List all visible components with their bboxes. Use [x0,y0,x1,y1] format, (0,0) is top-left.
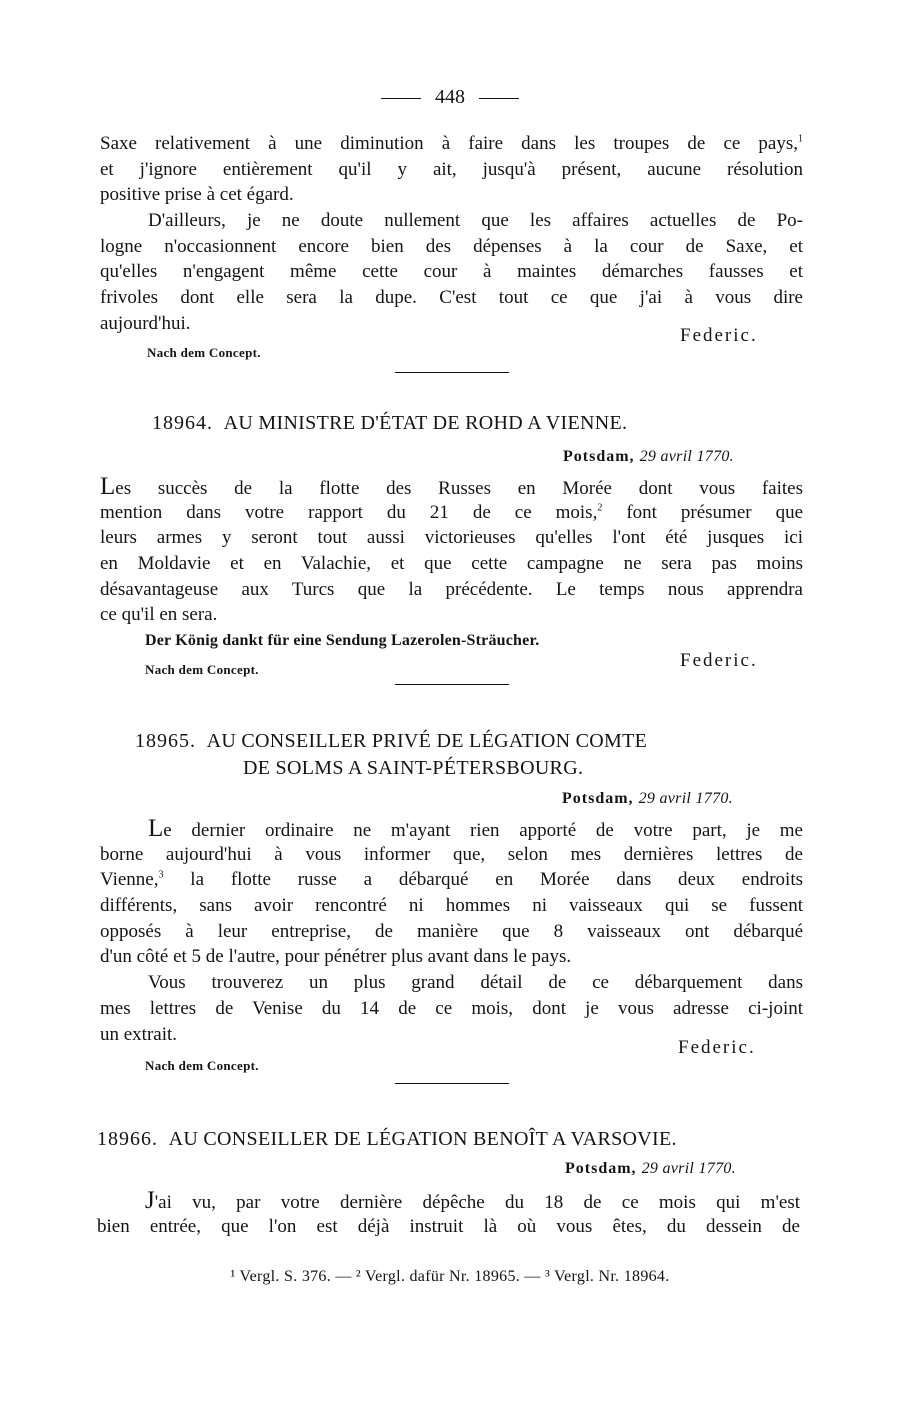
initial-letter: J [145,1187,155,1214]
letter-heading [152,412,627,435]
page-number: 448 [435,86,465,108]
letter-date: 29 avril 1770. [641,1160,736,1177]
letter-heading-line2: DE SOLMS A SAINT-PÉTERSBOURG. [243,757,584,779]
text-line: ce qu'il en sera. [100,604,218,626]
source-note: Nach dem Concept. [147,345,261,360]
page-header [0,84,900,110]
text-line: Les succès de la flotte des Russes en Morée dont vous faites [100,473,803,500]
signature: Federic. [680,650,758,671]
letter-number: 18964. [152,412,213,434]
letter-title: AU MINISTRE D'ÉTAT DE ROHD A VIENNE. [223,412,628,434]
text-line: aujourd'hui. [100,312,191,334]
source-note: Nach dem Concept. [145,1058,259,1073]
section-divider [395,372,509,373]
letter-title: AU CONSEILLER DE LÉGATION BENOÎT A VARSOVIE. [168,1128,677,1150]
letter-body [100,474,803,628]
text-line: un extrait. [100,1023,178,1045]
letter-place: Potsdam, [563,448,635,465]
text-line: D'ailleurs, je ne doute nullement que les affaires actuelles de Po- [148,210,803,232]
text-line: borne aujourd'hui à vous informer que, selon mes dernières lettres de [100,843,803,865]
footnote-marker: 1 [798,133,803,145]
header-dash-left [381,98,421,99]
text-line: d'un côté et 5 de l'autre, pour pénétrer plus avant dans le pays. [100,946,572,968]
letter-title: AU CONSEILLER PRIVÉ DE LÉGATION COMTE [206,730,648,752]
letter-body [97,1188,800,1239]
continuation-text [100,131,803,337]
letter-dateline [563,448,734,466]
text-line: Vienne,$^3$ la flotte russe a débarqué en Morée dans deux endroits [100,869,803,891]
letter-dateline [565,1160,736,1178]
text-line: différents, sans avoir rencontré ni hommes ni vaisseaux qui se fussent [100,895,803,917]
text-line: en Moldavie et en Valachie, et que cette campagne ne sera pas moins [100,553,803,575]
text-line: Saxe relativement à une diminution à faire dans les troupes de ce pays,$^1$ [100,133,803,154]
source-note: Nach dem Concept. [145,662,259,677]
section-divider [395,1083,509,1084]
letter-number: 18965. [135,730,196,752]
text-line: frivoles dont elle sera la dupe. C'est tout ce que j'ai à vous dire [100,287,803,309]
text-line: J'ai vu, par votre dernière dépêche du 18 de ce mois qui m'est [145,1187,800,1214]
letter-dateline [562,790,733,808]
letter-place: Potsdam, [562,790,634,807]
text-line: positive prise à cet égard. [100,184,294,206]
text-line: leurs armes y seront tout aussi victorieuses qu'elles l'ont été jusques ici [100,527,803,549]
text-line: Le dernier ordinaire ne m'ayant rien apporté de votre part, je me [148,815,803,842]
text-line: mes lettres de Venise du 14 de ce mois, dont je vous adresse ci-joint [100,997,803,1019]
text-line: logne n'occasionnent encore bien des dépenses à la cour de Saxe, et [100,235,803,257]
footnotes: ¹ Vergl. S. 376. — ² Vergl. dafür Nr. 18965. — ³ Vergl. Nr. 18964. [230,1268,670,1285]
text-line: mention dans votre rapport du 21 de ce mois,$^2$ font présumer que [100,501,803,523]
letter-body [100,816,803,1047]
letter-heading [97,1128,677,1151]
letter-heading [135,730,647,753]
editor-note: Der König dankt für eine Sendung Lazerolen-Sträucher. [145,632,540,649]
footnote-marker: 2 [597,502,603,514]
text-line: désavantageuse aux Turcs que la précédente. Le temps nous apprendra [100,578,803,600]
signature: Federic. [680,325,758,346]
text-line: Vous trouverez un plus grand détail de ce débarquement dans [148,972,803,994]
initial-letter: L [100,473,116,500]
letter-number: 18966. [97,1128,158,1150]
text-line: opposés à leur entreprise, de manière que 8 vaisseaux ont débarqué [100,920,803,942]
letter-place: Potsdam, [565,1160,637,1177]
text-line: qu'elles n'engagent même cette cour à maintes démarches fausses et [100,261,803,283]
header-dash-right [479,98,519,99]
footnote-marker: 3 [158,870,164,882]
signature: Federic. [678,1037,756,1058]
initial-letter: L [148,815,164,842]
letter-date: 29 avril 1770. [638,790,733,807]
text-line: et j'ignore entièrement qu'il y ait, jusqu'à présent, aucune résolution [100,158,803,180]
section-divider [395,684,509,685]
text-line: bien entrée, que l'on est déjà instruit là où vous êtes, du dessein de [97,1215,800,1237]
letter-date: 29 avril 1770. [639,448,734,465]
